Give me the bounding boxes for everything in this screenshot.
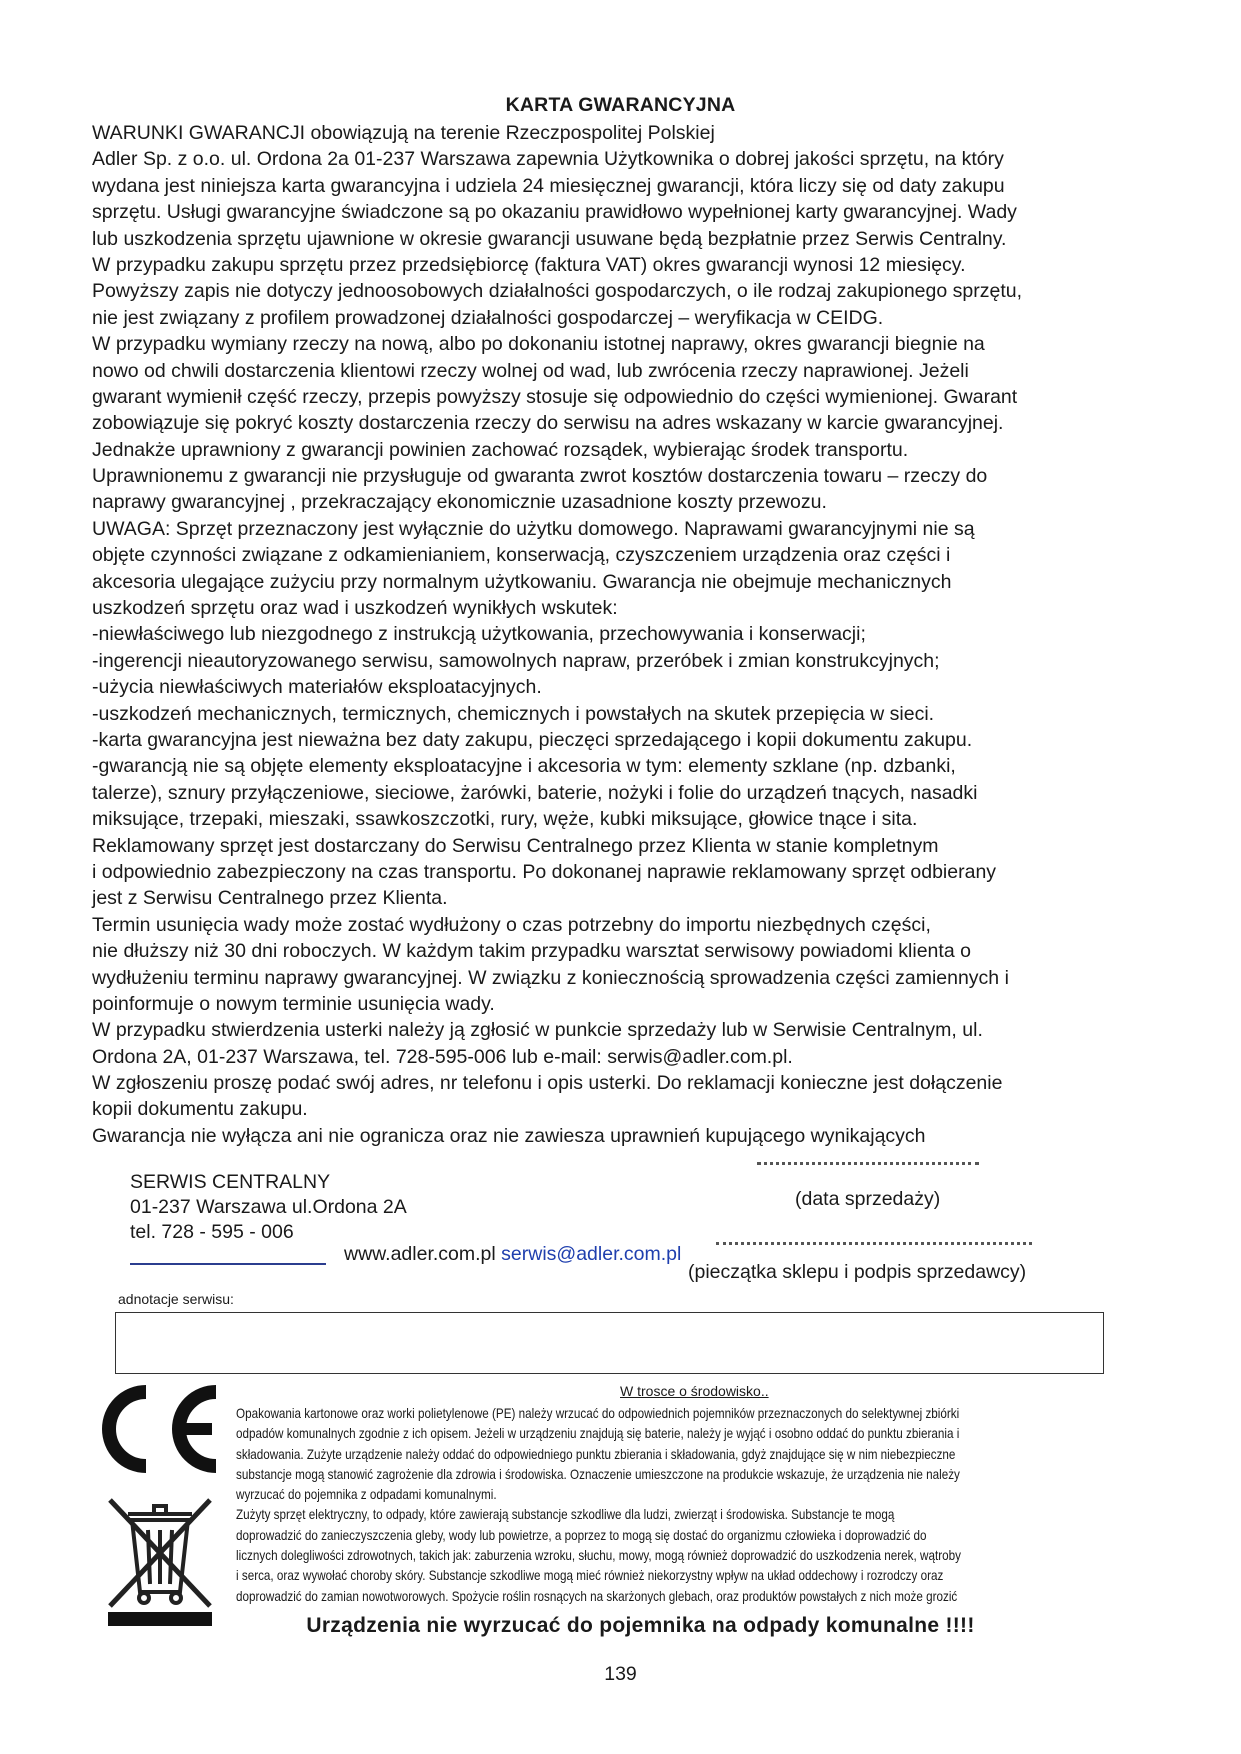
environment-line: Zużyty sprzęt elektryczny, to odpady, które zawierają substancje szkodliwe dla ludzi, zwierząt i środowiska. Substancje te mogą [236, 1507, 895, 1523]
terms-line: objęte czynności związane z odkamienianiem, konserwacją, czyszczeniem urządzenia oraz części i [92, 544, 951, 567]
environment-line: licznych dolegliwości zdrowotnych, takich jak: zaburzenia wzroku, słuchu, mowy, mogą również doprowadzić do uszkodzenia nerek, wątroby [236, 1548, 961, 1564]
blue-divider [130, 1263, 326, 1265]
terms-line: Ordona 2A, 01-237 Warszawa, tel. 728-595-006 lub e-mail: serwis@adler.com.pl. [92, 1045, 793, 1068]
service-address: 01-237 Warszawa ul.Ordona 2A [130, 1196, 407, 1218]
terms-line: uszkodzeń sprzętu oraz wad i uszkodzeń wynikłych wskutek: [92, 597, 618, 620]
service-center-block [130, 1170, 407, 1245]
page-title: KARTA GWARANCYJNA [505, 94, 736, 116]
terms-line: naprawy gwarancyjnej , przekraczający ekonomicznie uzasadnione koszty przewozu. [92, 491, 827, 514]
environment-line: odpadów komunalnych zgodnie z ich opisem. Jeżeli w urządzeniu znajdują się baterie, należy je wyjąć i osobno oddać do punktu zbierania i [236, 1426, 960, 1442]
terms-line: -niewłaściwego lub niezgodnego z instrukcją użytkowania, przechowywania i konserwacji; [92, 623, 866, 646]
terms-line: wydłużeniu terminu naprawy gwarancyjnej. W związku z koniecznością sprowadzenia części zamiennych i [92, 966, 1009, 989]
terms-line: zobowiązuje się pokryć koszty dostarczenia rzeczy do serwisu na adres wskazany w karcie gwarancyjnej. [92, 412, 1004, 435]
environment-line: doprowadzić do zamian nowotworowych. Spożycie roślin rosnących na skarżonych glebach, oraz produktów powstałych z nich może grozić [236, 1588, 958, 1604]
terms-line: wydana jest niniejsza karta gwarancyjna i udziela 24 miesięcznej gwarancji, która liczy się od daty zakupu [92, 174, 1005, 197]
environment-line: substancje mogą stanowić zagrożenie dla zdrowia i środowiska. Oznaczenie umieszczone na produkcie wskazuje, że urządzenia nie należy [236, 1466, 960, 1482]
sale-date-label: (data sprzedaży) [795, 1188, 941, 1210]
terms-line: -uszkodzeń mechanicznych, termicznych, chemicznych i powstałych na skutek przepięcia w sieci. [92, 702, 935, 725]
terms-line: -użycia niewłaściwych materiałów eksploatacyjnych. [92, 676, 542, 699]
environment-text [236, 1404, 1171, 1607]
environment-title: W trosce o środowisko.. [620, 1383, 769, 1399]
terms-line: WARUNKI GWARANCJI obowiązują na terenie Rzeczpospolitej Polskiej [92, 122, 715, 144]
crossed-bin-icon [104, 1488, 216, 1628]
terms-line: -ingerencji nieautoryzowanego serwisu, samowolnych napraw, przeróbek i zmian konstrukcyjnych; [92, 649, 940, 672]
page-number: 139 [604, 1663, 637, 1685]
terms-line: sprzętu. Usługi gwarancyjne świadczone są po okazaniu prawidłowo wypełnionej karty gwarancyjnej. Wady [92, 201, 1017, 224]
environment-line: składowania. Zużyte urządzenie należy oddać do odpowiedniego punktu zbierania i składowania, gdyż znajdujące się w nim niebezpieczne [236, 1446, 956, 1462]
terms-line: W przypadku zakupu sprzętu przez przedsiębiorcę (faktura VAT) okres gwarancji wynosi 12 miesięcy. [92, 253, 966, 276]
terms-line: nie dłuższy niż 30 dni roboczych. W każdym takim przypadku warsztat serwisowy powiadomi klienta o [92, 940, 971, 963]
terms-line: Termin usunięcia wady może zostać wydłużony o czas potrzebny do importu niezbędnych części, [92, 913, 931, 936]
contact-links [344, 1243, 681, 1266]
environment-line: i serca, oraz wywołać choroby skóry. Substancje szkodliwe mogą mieć również niekorzystny wpływ na układ oddechowy i rozrodczy oraz [236, 1568, 944, 1584]
terms-line: W zgłoszeniu proszę podać swój adres, nr telefonu i opis usterki. Do reklamacji konieczne jest dołączenie [92, 1072, 1003, 1095]
terms-line: Gwarancja nie wyłącza ani nie ogranicza oraz nie zawiesza uprawnień kupującego wynikających [92, 1124, 926, 1147]
disposal-warning: Urządzenia nie wyrzucać do pojemnika na odpady komunalne !!!! [306, 1614, 975, 1637]
terms-line: -gwarancją nie są objęte elementy eksploatacyjne i akcesoria w tym: elementy szklane (np. dzbanki, [92, 755, 956, 778]
ce-mark-icon [92, 1380, 224, 1478]
service-notes-box[interactable] [115, 1312, 1104, 1374]
terms-line: nie jest związany z profilem prowadzonej działalności gospodarczej – weryfikacja w CEIDG. [92, 306, 884, 329]
terms-line: nowo od chwili dostarczenia klientowi rzeczy wolnej od wad, lub zwrócenia rzeczy naprawionej. Jeżeli [92, 359, 969, 382]
warranty-terms [92, 120, 1212, 1149]
environment-line: Opakowania kartonowe oraz worki polietylenowe (PE) należy wrzucać do odpowiednich pojemników przeznaczonych do selektywnej zbiórki [236, 1406, 960, 1421]
service-name: SERWIS CENTRALNY [130, 1171, 331, 1193]
terms-line: W przypadku stwierdzenia usterki należy ją zgłosić w punkcie sprzedaży lub w Serwisie Centralnym, ul. [92, 1019, 983, 1042]
terms-line: Adler Sp. z o.o. ul. Ordona 2a 01-237 Warszawa zapewnia Użytkownika o dobrej jakości sprzętu, na który [92, 148, 1004, 171]
service-phone: tel. 728 - 595 - 006 [130, 1221, 294, 1243]
terms-line: gwarant wymienił część rzeczy, przepis powyższy stosuje się odpowiednio do części wymienionej. Gwarant [92, 385, 1018, 408]
service-notes-label: adnotacje serwisu: [118, 1291, 234, 1307]
terms-line: W przypadku wymiany rzeczy na nową, albo po dokonaniu istotnej naprawy, okres gwarancji biegnie na [92, 333, 985, 356]
email-link[interactable]: serwis@adler.com.pl [501, 1243, 682, 1265]
terms-line: Jednakże uprawniony z gwarancji powinien zachować rozsądek, wybierając środek transportu. [92, 438, 909, 461]
website-link[interactable]: www.adler.com.pl [344, 1243, 496, 1265]
terms-line: Reklamowany sprzęt jest dostarczany do Serwisu Centralnego przez Klienta w stanie kompletnym [92, 834, 939, 857]
terms-line: miksujące, trzepaki, mieszaki, ssawkoszczotki, rury, węże, kubki miksujące, głowice tnące i sita. [92, 808, 918, 831]
terms-line: jest z Serwisu Centralnego przez Klienta. [92, 887, 448, 910]
sale-date-dotted-line [757, 1162, 979, 1165]
terms-line: Uprawnionemu z gwarancji nie przysługuje od gwaranta zwrot kosztów dostarczenia towaru – rzeczy do [92, 465, 988, 488]
terms-line: UWAGA: Sprzęt przeznaczony jest wyłącznie do użytku domowego. Naprawami gwarancyjnymi nie są [92, 517, 975, 540]
environment-line: wyrzucać do pojemnika z odpadami komunalnymi. [236, 1487, 497, 1503]
environment-line: doprowadzić do zanieczyszczenia gleby, wody lub powietrze, a poprzez to mogą się dostać do organizmu człowieka i doprowadzić do [236, 1527, 927, 1543]
terms-line: lub uszkodzenia sprzętu ujawnione w okresie gwarancji usuwane będą bezpłatnie przez Serwis Centralny. [92, 227, 1007, 250]
terms-line: talerze), sznury przyłączeniowe, sieciowe, żarówki, baterie, nożyki i folie do urządzeń tnących, nasadki [92, 781, 978, 804]
terms-line: Powyższy zapis nie dotyczy jednoosobowych działalności gospodarczych, o ile rodzaj zakupionego sprzętu, [92, 280, 1023, 303]
stamp-dotted-line [716, 1242, 1032, 1245]
terms-line: -karta gwarancyjna jest nieważna bez daty zakupu, pieczęci sprzedającego i kopii dokumentu zakupu. [92, 728, 973, 751]
stamp-signature-label: (pieczątka sklepu i podpis sprzedawcy) [688, 1261, 1027, 1283]
terms-line: kopii dokumentu zakupu. [92, 1098, 308, 1121]
terms-line: poinformuje o nowym terminie usunięcia wady. [92, 992, 495, 1015]
terms-line: i odpowiednio zabezpieczony na czas transportu. Po dokonanej naprawie reklamowany sprzęt odbierany [92, 860, 997, 883]
terms-line: akcesoria ulegające zużyciu przy normalnym użytkowaniu. Gwarancja nie obejmuje mechanicznych [92, 570, 952, 593]
